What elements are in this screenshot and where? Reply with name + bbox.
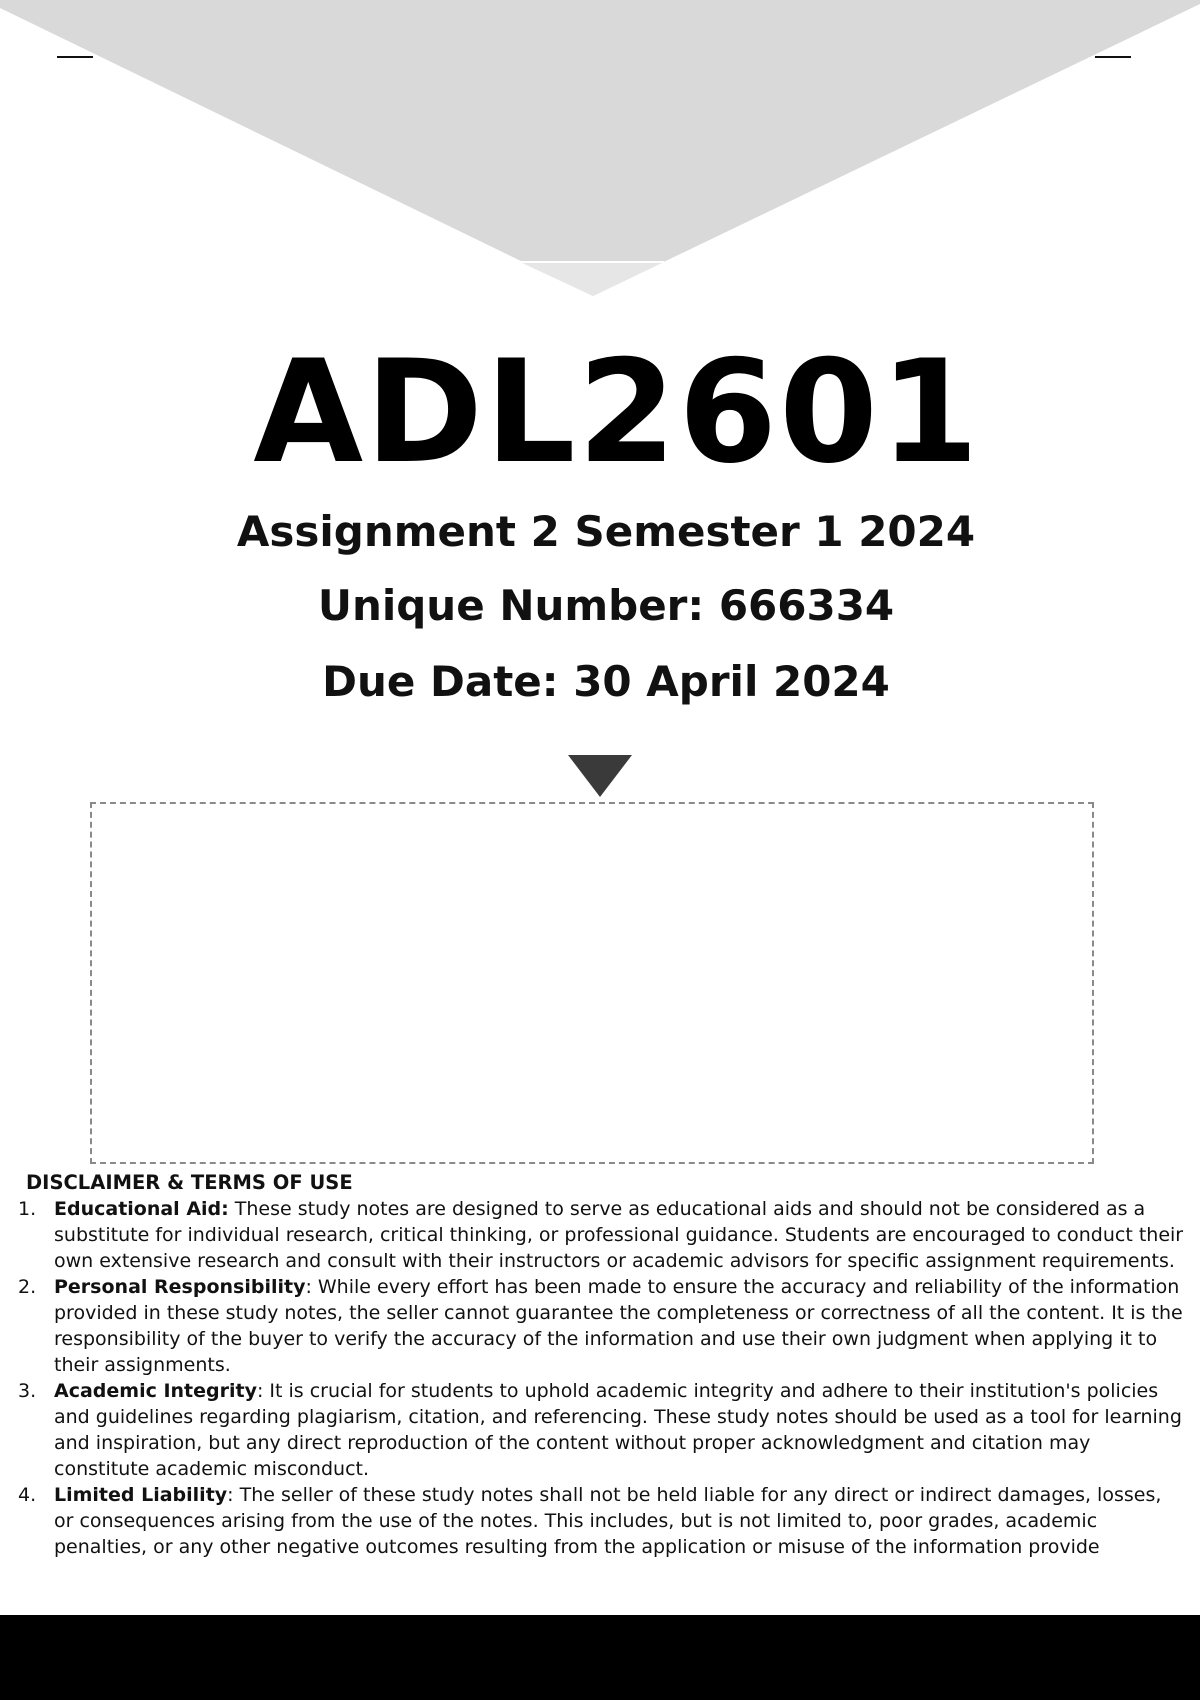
down-triangle-icon	[568, 755, 632, 797]
term-number: 2.	[18, 1276, 37, 1298]
term-text: : It is crucial for students to uphold academic integrity and adhere to their institution's policies and guidelines regarding plagiarism, citation, and referencing. These study notes should be used as a tool for learning and inspiration, but any direct reproduction of the content without proper acknowledgment and citation may constitute academic misconduct.	[54, 1380, 1182, 1480]
term-item-academic-integrity	[18, 1378, 1186, 1482]
footer-black-bar	[0, 1615, 1200, 1700]
term-title: Personal Responsibility	[54, 1276, 306, 1298]
term-text: : The seller of these study notes shall not be held liable for any direct or indirect damages, losses, or consequences arising from the use of the notes. This includes, but is not limited to, poor grades, academic penalties, or any other negative outcomes resulting from the application or misuse of the information provide	[54, 1484, 1162, 1558]
due-date-line: Due Date: 30 April 2024	[322, 657, 890, 706]
assignment-subtitle: Assignment 2 Semester 1 2024	[236, 507, 976, 556]
disclaimer-section	[18, 1170, 1186, 1560]
banner-chevron-shape	[0, 0, 1200, 300]
term-number: 4.	[18, 1484, 37, 1506]
disclaimer-title: DISCLAIMER & TERMS OF USE	[26, 1171, 353, 1194]
term-number: 1.	[18, 1198, 37, 1220]
term-item-personal-responsibility	[18, 1274, 1186, 1378]
banner-chevron-notch	[520, 262, 664, 296]
term-number: 3.	[18, 1380, 37, 1402]
corner-line-right	[1095, 56, 1131, 58]
banner-chevron-polygon	[0, 0, 1200, 296]
term-text: : While every effort has been made to ensure the accuracy and reliability of the information provided in these study notes, the seller cannot guarantee the completeness or correctness of all the content. It is the responsibility of the buyer to verify the accuracy of the information and use their own judgment when applying it to their assignments.	[54, 1276, 1183, 1376]
term-text: These study notes are designed to serve as educational aids and should not be considered as a substitute for individual research, critical thinking, or professional guidance. Students are encouraged to conduct their own extensive research and consult with their instructors or academic advisors for specific assignment requirements.	[54, 1198, 1184, 1272]
term-title: Academic Integrity	[54, 1380, 257, 1402]
term-item-limited-liability	[18, 1482, 1186, 1560]
terms-list	[18, 1196, 1186, 1560]
corner-line-left	[57, 56, 93, 58]
term-title: Limited Liability	[54, 1484, 228, 1506]
term-item-educational-aid	[18, 1196, 1186, 1274]
unique-number-line: Unique Number: 666334	[317, 581, 895, 630]
term-title: Educational Aid:	[54, 1198, 229, 1220]
course-code-title: ADL2601	[253, 330, 981, 495]
content-placeholder-box	[90, 802, 1094, 1164]
